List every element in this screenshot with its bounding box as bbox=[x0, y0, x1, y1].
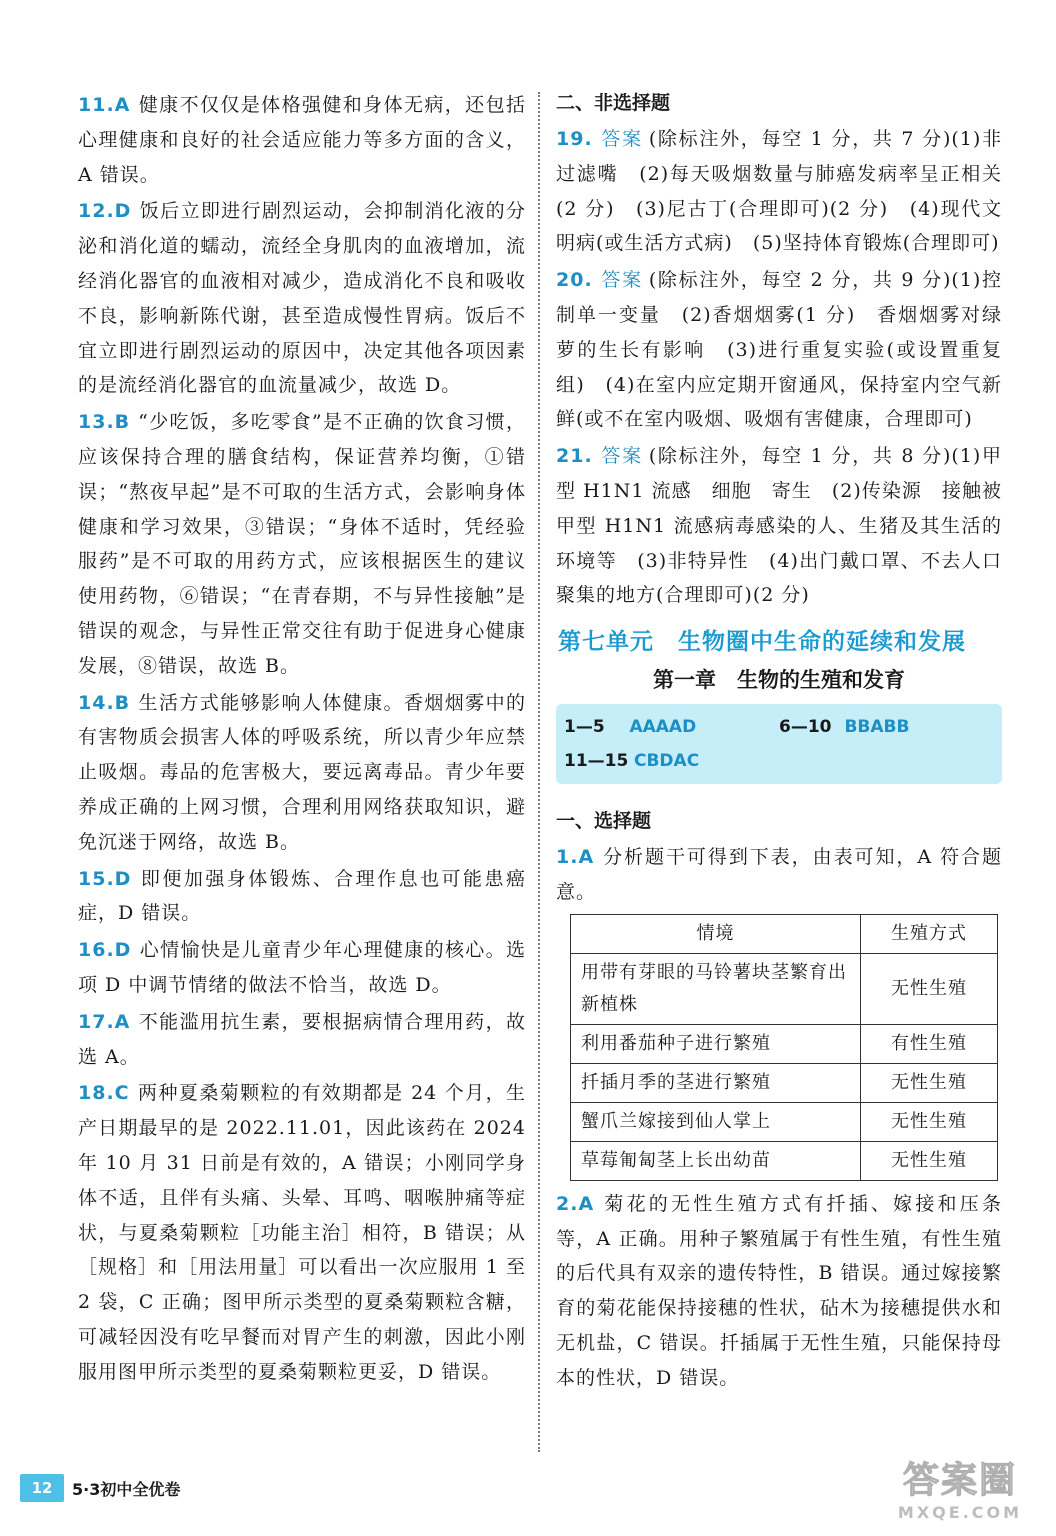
answer-key-range: 6—10 bbox=[779, 717, 832, 738]
chapter-title: 第一章 生物的生殖和发育 bbox=[653, 668, 905, 693]
answer-text: 生活方式能够影响人体健康。香烟烟雾中的有害物质会损害人体的呼吸系统，所以青少年应禁止吸烟。毒品的危害极大，要远离毒品。青少年要养成正确的上网习惯，合理利用网络获取知识，避免沉迷于网络，故选 B。 bbox=[78, 691, 526, 853]
answer-number: 15.D bbox=[78, 867, 132, 890]
table-row bbox=[571, 1102, 998, 1141]
answer-text: (除标注外，每空 2 分，共 9 分)(1)控制单一变量 (2)香烟烟雾(1 分) 香烟烟雾对绿萝的生长有影响 (3)进行重复实验(或设置重复组) (4)在室内应定期开窗通风，保持室内空气新鲜(或不在室内吸烟、吸烟有害健康，合理即可) bbox=[556, 269, 1002, 431]
answer-text: “少吃饭，多吃零食”是不正确的饮食习惯，应该保持合理的膳食结构，保证营养均衡，①错误；“熬夜早起”是不可取的生活方式，会影响身体健康和学习效果，③错误；“身体不适时，凭经验服药”是不可取的用药方式，应该根据医生的建议使用药物，⑥错误；“在青春期，不与异性接触”是错误的观念，与异性正常交往有助于促进身心健康发展，⑧错误，故选 B。 bbox=[78, 411, 526, 677]
table-cell: 草莓匍匐茎上长出幼苗 bbox=[571, 1141, 861, 1180]
answer-key-value: BBABB bbox=[844, 717, 910, 738]
answer-number: 21. bbox=[556, 445, 593, 468]
answer-17 bbox=[78, 1005, 526, 1075]
answer-tag: 答案 bbox=[600, 269, 643, 292]
table-header: 情境 bbox=[571, 914, 861, 953]
table-cell: 无性生殖 bbox=[861, 1102, 998, 1141]
answer-key-range: 11—15 bbox=[564, 751, 629, 772]
answer-text: 健康不仅仅是体格强健和身体无病，还包括心理健康和良好的社会适应能力等多方面的含义，A 错误。 bbox=[78, 94, 526, 186]
table-cell: 扦插月季的茎进行繁殖 bbox=[571, 1063, 861, 1102]
column-divider bbox=[538, 92, 540, 1452]
answer-key-row bbox=[564, 744, 994, 778]
table-header-row bbox=[571, 914, 998, 953]
watermark bbox=[880, 1452, 1040, 1532]
answer-14 bbox=[78, 686, 526, 860]
answer-text: 即便加强身体锻炼、合理作息也可能患癌症，D 错误。 bbox=[78, 867, 526, 925]
answer-21 bbox=[556, 439, 1002, 613]
answer-number: 19. bbox=[556, 128, 593, 150]
answer-11 bbox=[78, 88, 526, 192]
answer-tag: 答案 bbox=[600, 445, 643, 468]
answer-text: 心情愉快是儿童青少年心理健康的核心。选项 D 中调节情绪的做法不恰当，故选 D。 bbox=[78, 939, 526, 996]
reproduction-table bbox=[570, 914, 998, 1181]
answer-text: 不能滥用抗生素，要根据病情合理用药，故选 A。 bbox=[78, 1010, 526, 1068]
left-column bbox=[78, 88, 526, 1391]
table-cell: 用带有芽眼的马铃薯块茎繁育出新植株 bbox=[571, 953, 861, 1024]
answer-18 bbox=[78, 1076, 526, 1389]
answer-text: (除标注外，每空 1 分，共 8 分)(1)甲型 H1N1 流感 细胞 寄生 (2)传染源 接触被甲型 H1N1 流感病毒感染的人、生猪及其生活的环境等 (3)非特异性 (4)出门戴口罩、不去人口聚集的地方(合理即可)(2 分) bbox=[556, 445, 1002, 607]
answer-key-value: AAAAD bbox=[629, 717, 697, 738]
answer-text: 菊花的无性生殖方式有扦插、嫁接和压条等，A 正确。用种子繁殖属于有性生殖，有性生殖的后代具有双亲的遗传特性，B 错误。通过嫁接繁育的菊花能保持接穗的性状，砧木为接穗提供水和无机盐，C 错误。扦插属于无性生殖，只能保持母本的性状，D 错误。 bbox=[556, 1192, 1002, 1389]
table-cell: 无性生殖 bbox=[861, 1063, 998, 1102]
answer-number: 18.C bbox=[78, 1082, 130, 1105]
answer-tag: 答案 bbox=[600, 128, 643, 150]
answer-number: 17.A bbox=[78, 1010, 131, 1033]
table-row bbox=[571, 953, 998, 1024]
answer-16 bbox=[78, 933, 526, 1003]
table-header: 生殖方式 bbox=[861, 914, 998, 953]
answer-text: 饭后立即进行剧烈运动，会抑制消化液的分泌和消化道的蠕动，流经全身肌肉的血液增加，流经消化器官的血液相对减少，造成消化不良和吸收不良，影响新陈代谢，甚至造成慢性胃病。饭后不宜立即进行剧烈运动的原因中，决定其他各项因素的是流经消化器官的血流量减少，故选 D。 bbox=[78, 200, 526, 397]
right-column bbox=[556, 88, 1002, 1398]
answer-key-row bbox=[564, 710, 994, 744]
page-footer bbox=[20, 1474, 180, 1502]
answer-1 bbox=[556, 840, 1002, 910]
section-heading: 一、选择题 bbox=[556, 810, 652, 833]
answer-15 bbox=[78, 862, 526, 932]
unit-title: 第七单元 生物圈中生命的延续和发展 bbox=[558, 629, 966, 656]
table-cell: 无性生殖 bbox=[861, 953, 998, 1024]
answer-13 bbox=[78, 405, 526, 683]
answer-19 bbox=[556, 122, 1002, 261]
answer-number: 14.B bbox=[78, 691, 131, 714]
page-number: 12 bbox=[20, 1474, 64, 1502]
table-cell: 利用番茄种子进行繁殖 bbox=[571, 1024, 861, 1063]
answer-20 bbox=[556, 263, 1002, 437]
table-row bbox=[571, 1024, 998, 1063]
answer-number: 2.A bbox=[556, 1192, 595, 1215]
answer-text: (除标注外，每空 1 分，共 7 分)(1)非过滤嘴 (2)每天吸烟数量与肺癌发病率呈正相关(2 分) (3)尼古丁(合理即可)(2 分) (4)现代文明病(或生活方式病) (5)坚持体育锻炼(合理即可) bbox=[556, 128, 1002, 255]
watermark-logo: 答案圈 bbox=[902, 1460, 1017, 1501]
answer-number: 20. bbox=[556, 269, 593, 292]
answer-key-box bbox=[556, 704, 1002, 784]
answer-number: 12.D bbox=[78, 200, 132, 223]
table-cell: 有性生殖 bbox=[861, 1024, 998, 1063]
answer-2 bbox=[556, 1187, 1002, 1396]
answer-key-range: 1—5 bbox=[564, 717, 605, 738]
answer-text: 分析题干可得到下表，由表可知，A 符合题意。 bbox=[556, 846, 1002, 903]
watermark-url: MXQE.COM bbox=[897, 1503, 1023, 1522]
answer-number: 1.A bbox=[556, 846, 595, 869]
brand-label: 5·3初中全优卷 bbox=[72, 1479, 181, 1499]
table-cell: 无性生殖 bbox=[861, 1141, 998, 1180]
answer-number: 16.D bbox=[78, 939, 132, 962]
answer-key-value: CBDAC bbox=[634, 751, 700, 772]
answer-number: 13.B bbox=[78, 411, 131, 434]
answer-number: 11.A bbox=[78, 94, 131, 116]
answer-text: 两种夏桑菊颗粒的有效期都是 24 个月，生产日期最早的是 2022.11.01，因此该药在 2024 年 10 月 31 日前是有效的，A 错误；小刚同学身体不适，且伴有头痛、头晕、耳鸣、咽喉肿痛等症状，与夏桑菊颗粒［功能主治］相符，B 错误；从［规格］和［用法用量］可以看出一次应服用 1 至 2 袋，C 正确；图甲所示类型的夏桑菊颗粒含糖，可减轻因没有吃早餐而对胃产生的刺激，因此小刚服用图甲所示类型的夏桑菊颗粒更妥，D 错误。 bbox=[78, 1082, 526, 1383]
table-cell: 蟹爪兰嫁接到仙人掌上 bbox=[571, 1102, 861, 1141]
section-heading: 二、非选择题 bbox=[556, 92, 671, 114]
table-row bbox=[571, 1063, 998, 1102]
table-row bbox=[571, 1141, 998, 1180]
answer-12 bbox=[78, 194, 526, 403]
